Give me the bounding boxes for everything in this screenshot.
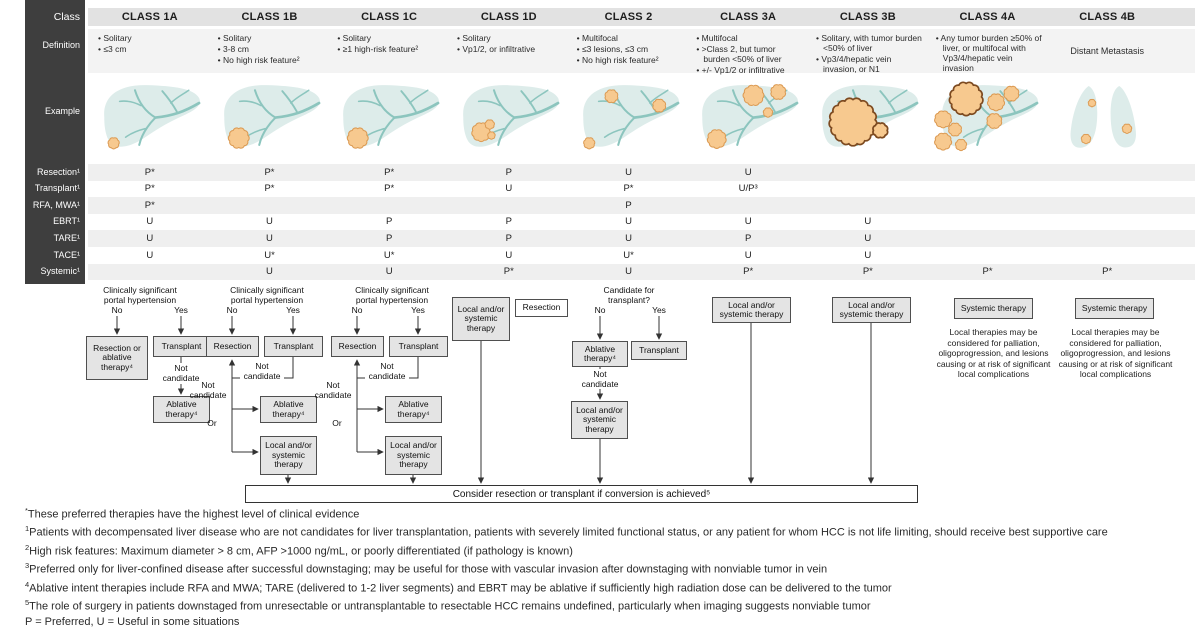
therapy-value: U	[146, 249, 154, 261]
definition-8	[928, 33, 1048, 73]
flow-box-resection-or-ablative-1a: Resection or ablative therapy⁴	[86, 336, 148, 380]
therapy-value: P	[505, 216, 512, 228]
definition-bullet: • Solitary	[457, 33, 491, 43]
flow-label-yes-1b: Yes	[286, 305, 300, 315]
liver-example-illustration-3	[333, 76, 444, 160]
definition-bullet: • ≥1 high-risk feature²	[337, 44, 419, 54]
therapy-value: U*	[264, 249, 275, 261]
table-row-stripe	[88, 247, 1195, 264]
therapy-value: P*	[384, 166, 395, 178]
footnotes	[25, 504, 1193, 630]
therapy-row-label: EBRT¹	[53, 216, 80, 227]
liver-example-illustration-6	[692, 76, 803, 160]
definition-bullet: • Solitary	[337, 33, 372, 43]
flow-label-not-candidate-1c-resection: Not candidate	[314, 380, 352, 400]
table-row-stripe	[88, 164, 1195, 181]
flow-label-question-1a: Clinically significant portal hypertension	[103, 285, 177, 305]
therapy-value: U	[625, 232, 632, 244]
therapy-value: U	[266, 266, 273, 278]
flow-box-local-systemic-3a: Local and/or systemic therapy	[712, 297, 791, 323]
flow-label-yes-1c: Yes	[411, 305, 425, 315]
therapy-value: U	[625, 216, 632, 228]
therapy-value: U	[744, 216, 752, 228]
flow-label-question-1b: Clinically significant portal hypertension	[230, 285, 304, 305]
therapy-value: P*	[144, 183, 155, 195]
flow-box-ablative-1a: Ablative therapy⁴	[153, 396, 210, 423]
example-row-label: Example	[44, 106, 80, 116]
definition-bullet: • 3-8 cm	[217, 44, 249, 54]
flow-label-not-candidate-2: Not candidate	[581, 369, 619, 389]
row-label-sidebar	[25, 0, 85, 284]
therapy-value: P	[505, 166, 512, 178]
footnote-line: $^3$Preferred only for liver-confined disease after successful downstaging; may be useful for those with vascular invasion after downstaging with nonviable tumor in vein	[25, 561, 828, 577]
definition-bullet: • Vp1/2, or infiltrative	[457, 44, 536, 54]
therapy-value: U	[266, 232, 273, 244]
class-header-band	[88, 8, 1195, 26]
flow-box-local-systemic-1c: Local and/or systemic therapy	[385, 436, 442, 475]
therapy-value: U	[146, 216, 154, 228]
flow-label-no-2: No	[594, 305, 606, 315]
therapy-value: U	[625, 266, 632, 278]
flow-label-or-1b: Or	[207, 418, 217, 428]
flow-label-or-1c: Or	[332, 418, 342, 428]
therapy-value: U	[266, 216, 273, 228]
flow-box-resection-1b: Resection	[206, 336, 259, 357]
flow-note-local-therapies-note-4a: Local therapies may be considered for palliation, oligoprogression, and lesions causing or at risk of significant local complications	[936, 327, 1051, 379]
class-header-5: CLASS 2	[604, 11, 653, 23]
liver-example-illustration-7	[812, 76, 923, 160]
table-row-stripe	[88, 264, 1195, 281]
definition-row-label: Definition	[42, 40, 80, 50]
table-row-stripe	[88, 181, 1195, 198]
definition-bullet: • No high risk feature²	[217, 55, 300, 65]
therapy-row-label: TACE¹	[53, 249, 80, 260]
therapy-value: P*	[264, 183, 275, 195]
therapy-value: P	[385, 216, 393, 228]
footnote-line: $^1$Patients with decompensated liver disease who are not candidates for liver transplantation, patients with severely limited functional status, or any patient for whom HCC is not life limiting, should receive best supportive care	[25, 524, 1108, 540]
therapy-value: P*	[982, 266, 993, 278]
therapy-value: P	[385, 232, 393, 244]
footnote-line: *These preferred therapies have the highest level of clinical evidence	[25, 506, 360, 521]
therapy-row-label: Systemic¹	[40, 266, 80, 277]
flow-note-local-therapies-note-4b: Local therapies may be considered for palliation, oligoprogression, and lesions causing or at risk of significant local complications	[1058, 327, 1173, 379]
definition-text: Distant Metastasis	[1070, 46, 1144, 56]
therapy-row-label: Transplant¹	[34, 183, 80, 194]
therapy-value: U/P³	[738, 183, 758, 195]
therapy-row-label: TARE¹	[53, 232, 80, 243]
definition-bullet: • Solitary	[217, 33, 252, 43]
therapy-value: P*	[743, 266, 754, 278]
consider-resection-bar: Consider resection or transplant if conversion is achieved⁵	[245, 485, 918, 503]
footnote-marker: 5	[25, 598, 30, 608]
definition-5	[569, 33, 689, 69]
flow-label-no-1a: No	[111, 305, 123, 315]
flow-label-yes-1a: Yes	[174, 305, 188, 315]
liver-example-illustration-8	[932, 76, 1043, 160]
therapy-value: P*	[264, 166, 275, 178]
therapy-value: P*	[144, 166, 155, 178]
definition-3	[329, 33, 449, 69]
liver-example-illustration-4	[453, 76, 564, 160]
class-header-3: CLASS 1C	[361, 11, 418, 23]
definition-9	[1047, 33, 1167, 69]
therapy-value: P*	[384, 183, 395, 195]
flow-box-transplant-1a: Transplant	[153, 336, 210, 357]
therapy-value: U	[625, 166, 632, 178]
flow-box-ablative-1b: Ablative therapy⁴	[260, 396, 317, 423]
footnote-marker: 3	[25, 561, 30, 571]
flow-box-local-systemic-1d: Local and/or systemic therapy	[452, 297, 510, 341]
flow-box-ablative-2: Ablative therapy⁴	[572, 341, 628, 367]
therapy-table	[88, 164, 1195, 281]
liver-example-illustration-2	[214, 76, 325, 160]
table-row-stripe	[88, 197, 1195, 214]
definition-bullet: • Multifocal	[696, 33, 738, 43]
class-header-4: CLASS 1D	[480, 11, 537, 23]
definition-bullet: • Vp3/4/hepatic vein invasion, or N1	[816, 54, 892, 74]
liver-example-illustration-1	[94, 76, 205, 160]
definition-bullet: • >Class 2, but tumor burden <50% of liver	[696, 44, 782, 64]
table-row-stripe	[88, 230, 1195, 247]
therapy-value: U	[864, 232, 872, 244]
definition-1	[90, 33, 210, 69]
definition-bullet: • ≤3 lesions, ≤3 cm	[576, 44, 649, 54]
footnote-marker: 4	[25, 579, 30, 589]
flow-box-transplant-1c: Transplant	[389, 336, 448, 357]
therapy-value: U	[505, 249, 513, 261]
definition-4	[449, 33, 569, 69]
footnote-line: P = Preferred, U = Useful in some situations	[25, 615, 240, 628]
flow-box-transplant-2: Transplant	[631, 341, 687, 360]
therapy-value: P	[625, 199, 632, 211]
definition-bullet: • Solitary, with tumor burden <50% of liver	[816, 33, 922, 53]
therapy-value: P*	[1102, 266, 1113, 278]
therapy-value: P*	[623, 183, 634, 195]
footnote-marker: 1	[25, 524, 30, 534]
definition-bullet: • Multifocal	[576, 33, 618, 43]
flow-label-question-2: Candidate for transplant?	[603, 285, 655, 305]
flow-label-yes-2: Yes	[652, 305, 666, 315]
flow-box-resection-1c: Resection	[331, 336, 384, 357]
therapy-value: U	[864, 249, 872, 261]
footnote-line: $^4$Ablative intent therapies include RFA and MWA; TARE (delivered to 1-2 liver segments) and EBRT may be ablative if sufficiently high radiation dose can be delivered to the tumor	[25, 579, 892, 595]
therapy-value: U*	[623, 249, 634, 261]
liver-example-illustration-5	[573, 76, 684, 160]
footnote-line: $^5$The role of surgery in patients downstaged from unresectable or untransplantable to resectable HCC remains undefined, particularly when imaging suggests nonviable tumor	[25, 598, 871, 613]
definition-bullet: • Solitary	[98, 33, 132, 43]
flow-box-resection-1d: Resection	[515, 299, 568, 317]
definition-bullet: • +/- Vp1/2 or infiltrative	[696, 65, 785, 75]
class-header-6: CLASS 3A	[720, 11, 777, 23]
lungs-example-illustration-9	[1051, 76, 1162, 160]
class-header-1: CLASS 1A	[121, 11, 178, 23]
footnote-marker: 2	[25, 542, 30, 552]
flow-label-no-1b: No	[226, 305, 238, 315]
therapy-row-label: Resection¹	[36, 166, 80, 177]
example-band	[88, 74, 1195, 162]
definition-2	[210, 33, 330, 69]
footnote-line: $^2$High risk features: Maximum diameter > 8 cm, AFP >1000 ng/mL, or poorly differentiated (if pathology is known)	[25, 542, 573, 558]
flow-label-not-candidate-1b-resection: Not candidate	[189, 380, 227, 400]
therapy-value: U	[385, 266, 393, 278]
therapy-value: P*	[862, 266, 873, 278]
class-header-8: CLASS 4A	[959, 11, 1016, 23]
therapy-value: P*	[503, 266, 514, 278]
definition-band	[88, 29, 1195, 73]
therapy-value: U	[505, 183, 513, 195]
flow-box-local-systemic-1b: Local and/or systemic therapy	[260, 436, 317, 475]
flow-box-local-systemic-3b: Local and/or systemic therapy	[832, 297, 911, 323]
flow-box-ablative-1c: Ablative therapy⁴	[385, 396, 442, 423]
therapy-row-label: RFA, MWA¹	[32, 199, 80, 210]
definition-bullet: • ≤3 cm	[98, 44, 127, 54]
therapy-value: U	[744, 166, 752, 178]
therapy-value: U	[744, 249, 752, 261]
definition-7	[808, 33, 928, 74]
definition-bullet: • No high risk feature²	[576, 55, 659, 65]
flow-box-systemic-4a: Systemic therapy	[954, 298, 1033, 319]
class-header-7: CLASS 3B	[839, 11, 896, 23]
therapy-value: U	[146, 232, 154, 244]
therapy-value: P	[745, 232, 752, 244]
therapy-value: U	[864, 216, 872, 228]
class-header-9: CLASS 4B	[1079, 11, 1136, 23]
flow-box-systemic-4b: Systemic therapy	[1075, 298, 1154, 319]
definition-bullet: • Any tumor burden ≥50% of liver, or multifocal with Vp3/4/hepatic vein invasion	[935, 33, 1042, 73]
flow-label-no-1c: No	[351, 305, 363, 315]
therapy-value: U*	[383, 249, 395, 261]
therapy-value: P	[505, 232, 512, 244]
table-row-stripe	[88, 214, 1195, 231]
therapy-value: P*	[144, 199, 155, 211]
flow-label-question-1c: Clinically significant portal hypertension	[355, 285, 429, 305]
definition-6	[688, 33, 808, 75]
flow-box-local-systemic-2: Local and/or systemic therapy	[571, 401, 628, 439]
class-row-label: Class	[53, 11, 80, 23]
footnote-marker: *	[25, 506, 28, 515]
flow-label-not-candidate-1c-transplant: Not candidate	[365, 362, 409, 381]
flow-label-not-candidate-1b-transplant: Not candidate	[240, 362, 284, 381]
flow-box-transplant-1b: Transplant	[264, 336, 323, 357]
flow-label-not-candidate-1a: Not candidate	[162, 363, 200, 383]
class-header-2: CLASS 1B	[241, 11, 298, 23]
